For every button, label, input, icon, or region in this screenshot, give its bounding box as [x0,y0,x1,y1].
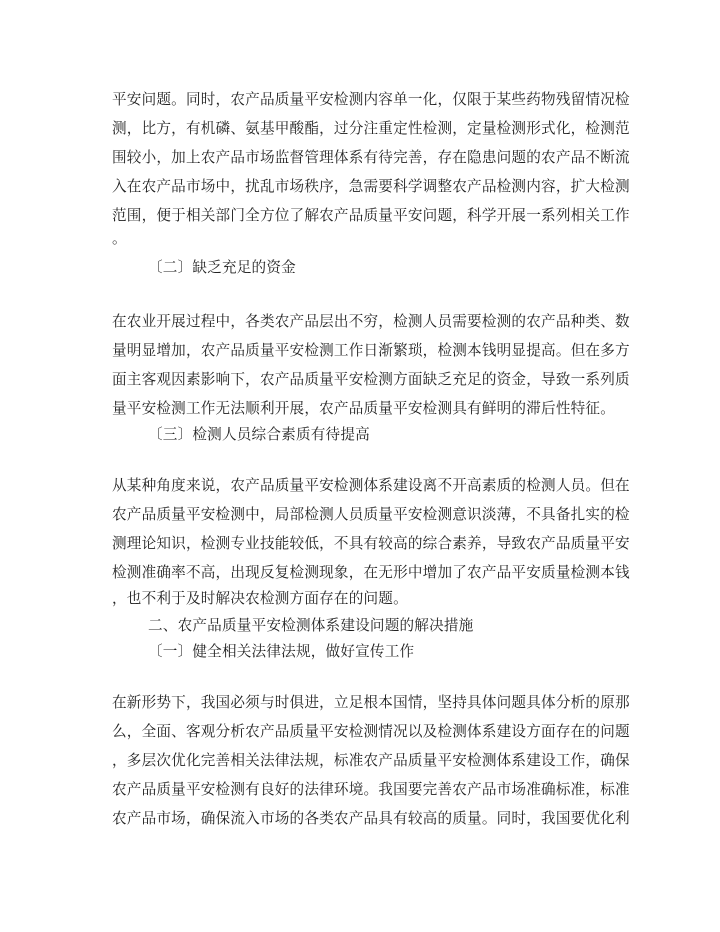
paragraph-1-line-5: 范围，便于相关部门全方位了解农产品质量平安问题，科学开展一系列相关工作 [112,207,630,224]
paragraph-2-line-2: 量明显增加，农产品质量平安检测工作日渐繁琐，检测本钱明显提高。但在多方 [112,342,630,359]
paragraph-1-line-2: 测，比方，有机磷、氨基甲酸酯，过分注重定性检测，定量检测形式化，检测范 [112,120,630,137]
paragraph-2-line-4: 量平安检测工作无法顺利开展，农产品质量平安检测具有鲜明的滞后性特征。 [112,400,615,417]
paragraph-3-line-3: 测理论知识，检测专业技能较低，不具有较高的综合素养，导致农产品质量平安 [112,535,630,552]
paragraph-3-line-4: 检测准确率不高，出现反复检测现象，在无形中增加了农产品平安质量检测本钱 [112,564,630,581]
paragraph-4-line-2: 么，全面、客观分析农产品质量平安检测情况以及检测体系建设方面存在的问题 [112,723,630,740]
paragraph-4-line-5: 农产品市场，确保流入市场的各类农产品具有较高的质量。同时，我国要优化利 [112,810,630,827]
paragraph-4-line-4: 农产品质量平安检测有良好的法律环境。我国要完善农产品市场准确标准，标准 [112,781,630,798]
paragraph-3-line-1: 从某种角度来说，农产品质量平安检测体系建设离不开高素质的检测人员。但在 [112,477,630,494]
subheading-3: 〔三〕检测人员综合素质有待提高 [148,426,370,443]
paragraph-4-line-3: ，多层次优化完善相关法律法规，标准农产品质量平安检测体系建设工作，确保 [112,752,630,769]
paragraph-1-line-3: 围较小，加上农产品市场监督管理体系有待完善，存在隐患问题的农产品不断流 [112,149,630,166]
section-2-title: 二、农产品质量平安检测体系建设问题的解决措施 [148,617,474,634]
subheading-1: 〔一〕健全相关法律法规，做好宣传工作 [148,643,415,660]
paragraph-2-line-3: 面主客观因素影响下，农产品质量平安检测方面缺乏充足的资金，导致一系列质 [112,371,630,388]
subheading-2: 〔二〕缺乏充足的资金 [148,259,296,276]
paragraph-4-line-1: 在新形势下，我国必须与时俱进，立足根本国情，坚持具体问题具体分析的原那 [112,694,630,711]
paragraph-3-line-5: ，也不利于及时解决农检测方面存在的问题。 [112,590,408,607]
paragraph-1-line-6: 。 [112,230,127,247]
paragraph-3-line-2: 农产品质量平安检测中，局部检测人员质量平安检测意识淡薄，不具备扎实的检 [112,506,630,523]
paragraph-1-line-1: 平安问题。同时，农产品质量平安检测内容单一化，仅限于某些药物残留情况检 [112,91,630,108]
paragraph-2-line-1: 在农业开展过程中，各类农产品层出不穷，检测人员需要检测的农产品种类、数 [112,313,630,330]
paragraph-1-line-4: 入在农产品市场中，扰乱市场秩序，急需要科学调整农产品检测内容，扩大检测 [112,178,630,195]
